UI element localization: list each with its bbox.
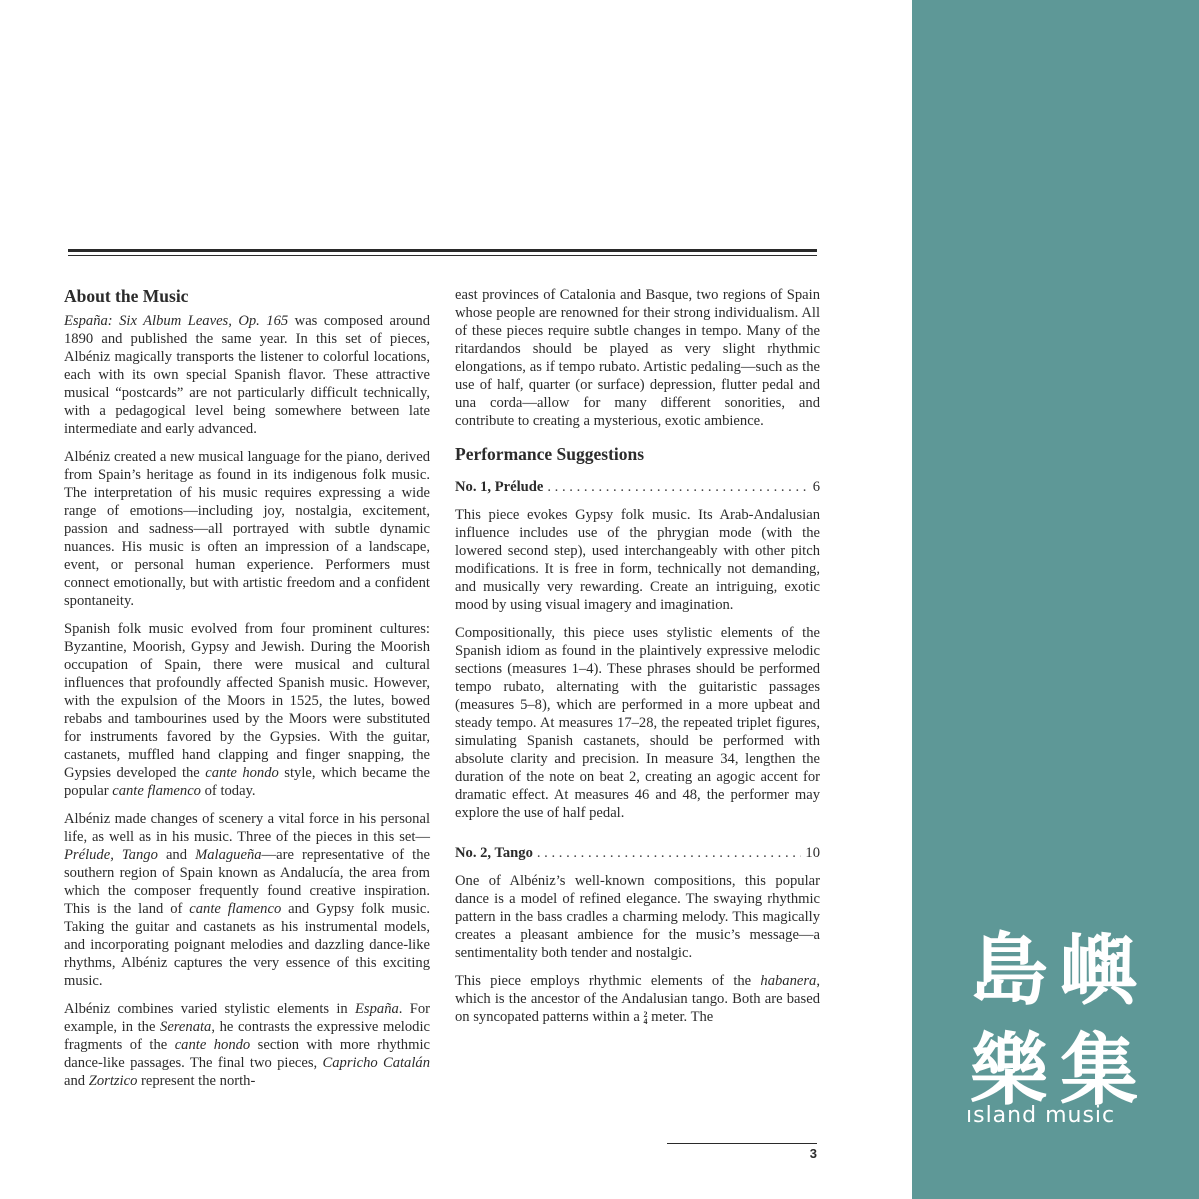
header-rule-thick (68, 249, 817, 252)
leader-dots (547, 478, 808, 496)
left-column (64, 286, 430, 1100)
about-paragraph-2: Albéniz created a new musical language for the piano, derived from Spain’s heritage as found in its indigenous folk music. The interpretation of his music requires expressing a wide range of emotions—including joy, nostalgia, excitement, passion and sadness—all portrayed with subtle dynamic nuances. His music is often an impression of a landscape, event, or personal human experience. Performers must connect emotionally, but with artistic freedom and a confident spontaneity. (64, 449, 430, 609)
time-signature: 2 4 (643, 1009, 648, 1026)
logo-char-2: 嶼 (1059, 926, 1138, 1016)
tango-paragraph-1: One of Albéniz’s well-known compositions, this popular dance is a model of refined elegance. The swaying rhythmic pattern in the bass cradles a charming melody. This magically creates a pleasant ambience for the music’s message—a sentimentality both tender and nostalgic. (455, 873, 820, 961)
prelude-title: No. 1, Prélude (455, 479, 544, 495)
right-column (455, 286, 820, 1036)
footer-rule (667, 1143, 817, 1144)
logo-char-3: 樂 (969, 1026, 1048, 1116)
prelude-toc-entry (455, 478, 820, 496)
prelude-page-number: 6 (812, 479, 820, 495)
tango-title: No. 2, Tango (455, 845, 533, 861)
tango-page-number: 10 (805, 845, 820, 861)
island-music-logo (966, 925, 1146, 1128)
logo-english-text: ısland music (966, 1103, 1116, 1128)
performance-heading: Performance Suggestions (455, 444, 645, 464)
about-paragraph-5: Albéniz combines varied stylistic elements in España. For example, in the Serenata, he contrasts the expressive melodic fragments of the cante hondo section with more rhythmic dance-like passages. The final two pieces, Capricho Catalán and Zortzico represent the north- (64, 1001, 431, 1089)
logo-char-1: 島 (969, 926, 1048, 1016)
tango-toc-entry (455, 844, 820, 862)
about-paragraph-1: España: Six Album Leaves, Op. 165 was composed around 1890 and published the same year. In this set of pieces, Albéniz magically transports the listener to colorful locations, each with its own special Spanish flavor. These attractive musical “postcards” are not particularly difficult technically, with a pedagogical level being somewhere between late intermediate and early advanced. (64, 313, 430, 437)
espana-title: España: Six Album Leaves, Op. 165 (64, 313, 289, 329)
about-paragraph-3: Spanish folk music evolved from four prominent cultures: Byzantine, Moorish, Gypsy and Jewish. During the Moorish occupation of Spain, there were musical and cultural influences that profoundly affected Spanish music. However, with the expulsion of the Moors in 1525, the lutes, bowed rebabs and tambourines used by the Moors were substituted for instruments favored by the Gypsies. With the guitar, castanets, muffled hand clapping and finger snapping, the Gypsies developed the cante hondo style, which became the popular cante flamenco of today. (64, 621, 430, 799)
prelude-paragraph-2: Compositionally, this piece uses stylistic elements of the Spanish idiom as found in the plaintively expressive melodic sections (measures 1–4). These phrases should be performed tempo rubato, alternating with the guitaristic passages (measures 5–8), which are performed in a more upbeat and steady tempo. At measures 17–28, the repeated triplet figures, simulating Spanish castanets, should be performed with absolute clarity and precision. In measure 34, lengthen the duration of the note on beat 2, creating an agogic accent for dramatic effect. At measures 46 and 48, the performer may explore the use of half pedal. (455, 625, 820, 821)
prelude-paragraph-1: This piece evokes Gypsy folk music. Its Arab-Andalusian influence includes use of the phrygian mode (with the lowered second step), used interchangeably with other pitch modifications. It is free in form, technically not demanding, and musically very rewarding. Create an intriguing, exotic mood by using visual imagery and imagination. (455, 507, 820, 613)
header-rule-thin (68, 255, 817, 256)
logo-char-4: 集 (1059, 1026, 1138, 1116)
about-paragraph-4: Albéniz made changes of scenery a vital force in his personal life, as well as in his music. Three of the pieces in this set—Prélude, Tango and Malagueña—are representative of the southern region of Spain known as Andalucía, the area from which the composer frequently found creative inspiration. This is the land of cante flamenco and Gypsy folk music. Taking the guitar and castanets as his instrumental models, and incorporating poignant melodies and dazzling dance-like rhythms, Albéniz captures the very essence of this exciting music. (64, 811, 431, 989)
tango-paragraph-2: This piece employs rhythmic elements of the habanera, which is the ancestor of the Andalusian tango. Both are based on syncopated patterns within a 2 4 meter. The (455, 973, 820, 1026)
page-number: 3 (809, 1146, 817, 1161)
logo-characters (966, 925, 1146, 1117)
about-heading: About the Music (64, 286, 189, 306)
about-paragraph-continued: east provinces of Catalonia and Basque, two regions of Spain whose people are renowned for their strong individualism. All of these pieces require subtle changes in tempo. Many of the ritardandos should be played as very slight rhythmic elongations, as if tempo rubato. Artistic pedaling—such as the use of half, quarter (or surface) depression, flutter pedal and una corda—allow for many different sonorities, and contribute to creating a mysterious, exotic ambience. (455, 287, 820, 429)
leader-dots (537, 844, 802, 862)
